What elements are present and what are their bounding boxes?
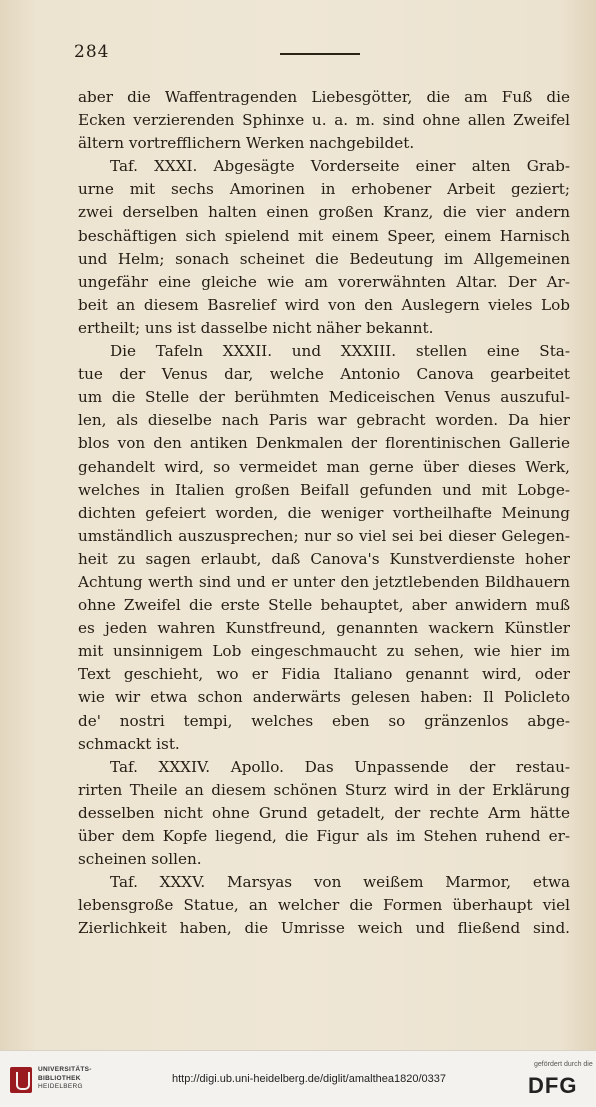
text-line: ertheilt; uns ist dasselbe nicht näher bekannt. (78, 318, 434, 337)
text-line: Taf. XXXV. Marsyas von weißem Marmor, etwa (110, 873, 570, 892)
text-line: desselben nicht ohne Grund getadelt, der rechte Arm hätte (78, 803, 570, 822)
text-line: es jeden wahren Kunstfreund, genannten wackern Künstler (78, 619, 570, 638)
text-line: scheinen sollen. (78, 850, 202, 869)
text-line: schmackt ist. (78, 734, 180, 753)
university-library-logo-icon (10, 1067, 32, 1093)
text-line: dichten gefeiert worden, die weniger vortheilhafte Meinung (78, 503, 570, 522)
header-rule (280, 53, 360, 55)
viewer-footer (0, 1050, 596, 1107)
text-line: mit unsinnigem Lob eingeschmaucht zu sehen, wie hier im (78, 642, 570, 661)
text-line: gehandelt wird, so vermeidet man gerne über dieses Werk, (78, 457, 570, 476)
text-line: Taf. XXXIV. Apollo. Das Unpassende der restau- (110, 757, 570, 776)
funding-label: gefördert durch die (534, 1061, 593, 1068)
text-line: lebensgroße Statue, an welcher die Formen überhaupt viel (78, 896, 570, 915)
text-line: Taf. XXXI. Abgesägte Vorderseite einer alten Grab- (110, 157, 570, 176)
text-line: welches in Italien großen Beifall gefunden und mit Lobge- (78, 480, 570, 499)
text-line: blos von den antiken Denkmalen der florentinischen Gallerie (78, 434, 570, 453)
text-line: Achtung werth sind und er unter den jetztlebenden Bildhauern (78, 572, 570, 591)
text-line: ohne Zweifel die erste Stelle behauptet, aber anwidern muß (78, 596, 570, 615)
text-line: tue der Venus dar, welche Antonio Canova gearbeitet (78, 365, 570, 384)
text-line: de' nostri tempi, welches eben so gränzenlos abge- (78, 711, 570, 730)
text-line: und Helm; sonach scheinet die Bedeutung im Allgemeinen (78, 249, 570, 268)
text-line: umständlich auszusprechen; nur so viel sei bei dieser Gelegen- (78, 526, 570, 545)
text-line: beschäftigen sich spielend mit einem Speer, einem Harnisch (78, 226, 570, 245)
text-line: beit an diesem Basrelief wird von den Auslegern vieles Lob (78, 295, 570, 314)
text-line: rirten Theile an diesem schönen Sturz wird in der Erklärung (78, 780, 570, 799)
text-line: um die Stelle der berühmten Mediceischen Venus auszuful- (78, 388, 570, 407)
text-line: heit zu sagen erlaubt, daß Canova's Kunstverdienste hoher (78, 549, 570, 568)
text-line: Die Tafeln XXXII. und XXXIII. stellen eine Sta- (110, 342, 570, 361)
text-line: ungefähr eine gleiche wie am vorerwähnten Altar. Der Ar- (78, 272, 570, 291)
text-line: wie wir etwa schon anderwärts gelesen haben: Il Policleto (78, 688, 570, 707)
body-text (78, 86, 570, 940)
permalink-url[interactable]: http://digi.ub.uni-heidelberg.de/diglit/amalthea1820/0337 (172, 1073, 446, 1085)
text-line: Ecken verzierenden Sphinxe u. a. m. sind ohne allen Zweifel (78, 111, 570, 130)
text-line: Text geschieht, wo er Fidia Italiano genannt wird, oder (78, 665, 570, 684)
text-line: Zierlichkeit haben, die Umrisse weich und fließend sind. (78, 919, 570, 938)
text-line: aber die Waffentragenden Liebesgötter, die am Fuß die (78, 88, 570, 106)
text-line: ältern vortrefflichern Werken nachgebildet. (78, 134, 415, 153)
page-number: 284 (74, 42, 110, 62)
text-line: urne mit sechs Amorinen in erhobener Arbeit geziert; (78, 180, 570, 199)
text-line: zwei derselben halten einen großen Kranz, die vier andern (78, 203, 570, 222)
text-line: über dem Kopfe liegend, die Figur als im Stehen ruhend er- (78, 827, 570, 845)
library-name: UNIVERSITÄTS- BIBLIOTHEK HEIDELBERG (38, 1066, 92, 1090)
text-line: len, als dieselbe nach Paris war gebracht worden. Da hier (78, 411, 570, 430)
dfg-logo: DFG (528, 1073, 578, 1098)
